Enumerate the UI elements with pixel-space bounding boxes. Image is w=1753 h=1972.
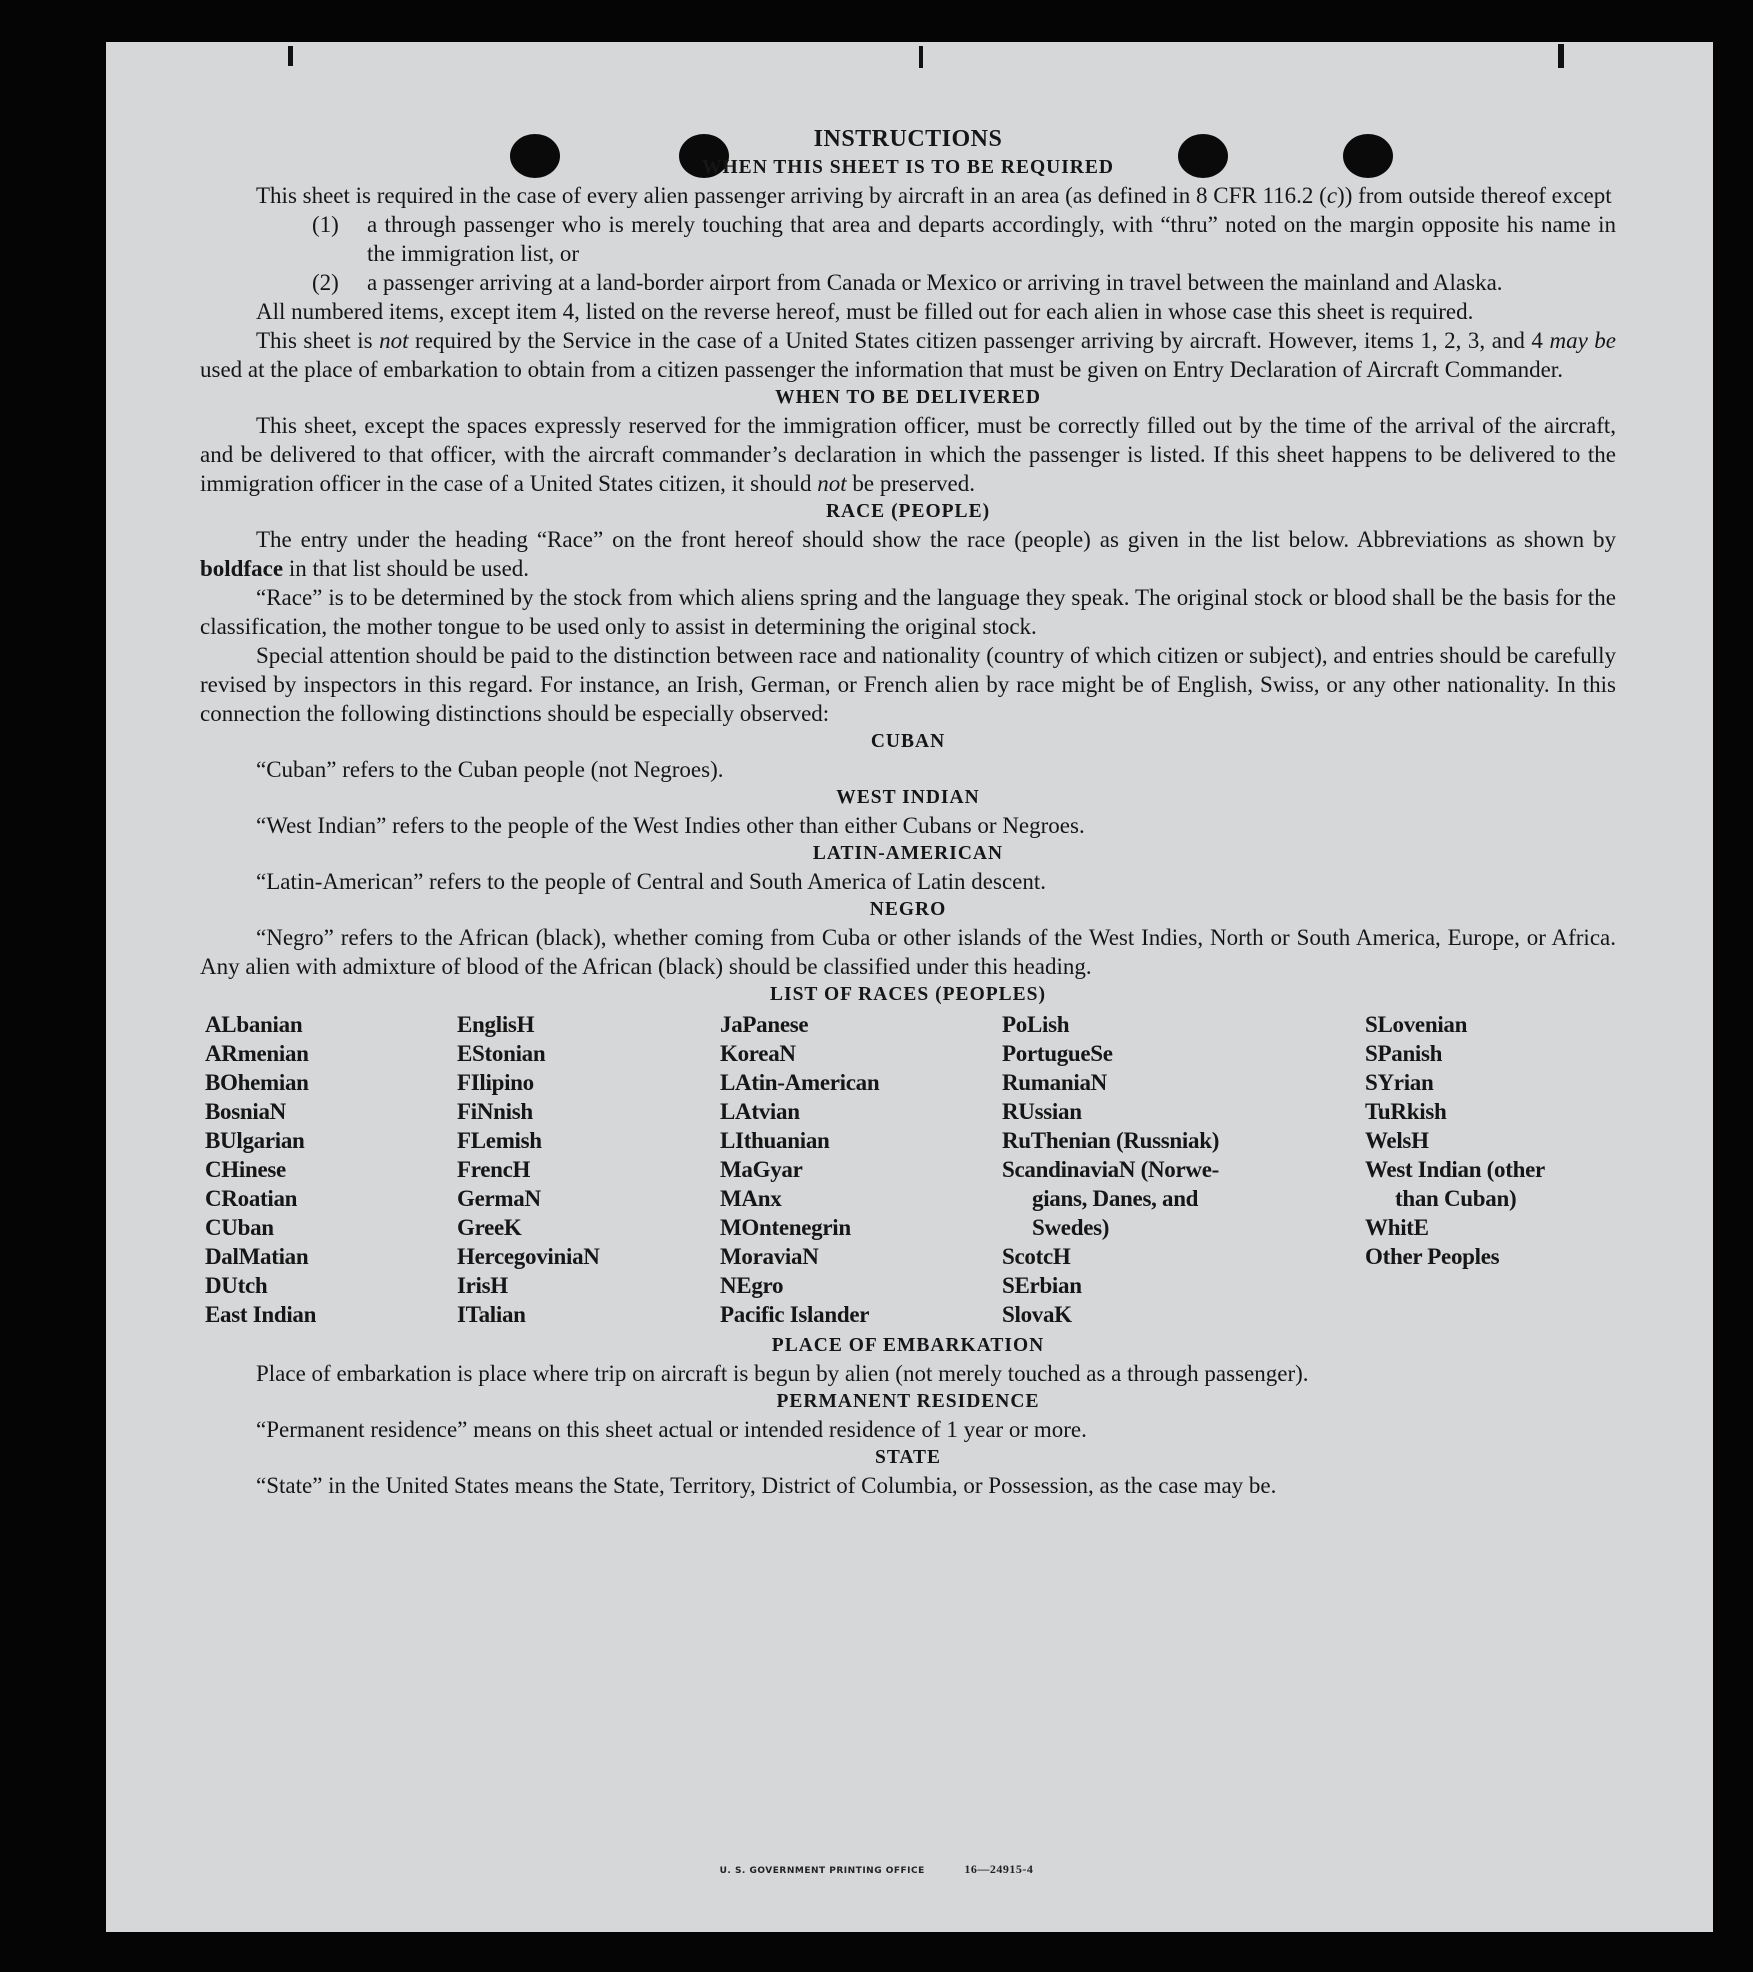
text-run: All numbered items, except item 4, listed on the reverse hereof, must be filled out for each alien in whose case this sheet is required.: [256, 299, 1474, 324]
race-entry: DUtch: [205, 1273, 268, 1298]
race-entry: Pacific Islander: [720, 1302, 870, 1327]
section-heading: NEGRO: [869, 899, 947, 920]
race-entry: CHinese: [205, 1157, 286, 1182]
section-heading: WHEN THIS SHEET IS TO BE REQUIRED: [702, 157, 1114, 178]
paragraph: [200, 755, 1616, 784]
race-entry: KoreaN: [720, 1041, 796, 1066]
race-entry: MAnx: [720, 1186, 782, 1211]
text-run: This sheet is required in the case of every alien passenger arriving by aircraft in an area (as defined in 8 CFR 116.2 (: [256, 183, 1327, 208]
instructions-body: [200, 124, 1616, 1500]
race-column: [1365, 1010, 1625, 1329]
race-entry: RumaniaN: [1002, 1070, 1107, 1095]
race-entry: SPanish: [1365, 1041, 1443, 1066]
race-entry: JaPanese: [720, 1012, 809, 1037]
race-entry: TuRkish: [1365, 1099, 1447, 1124]
text-run: )) from outside thereof except: [1337, 183, 1612, 208]
race-column: [457, 1010, 720, 1329]
text-run: a through passenger who is merely touching that area and departs accordingly, with “thru” noted on the margin opposite his name in the immigration list, or: [367, 212, 1616, 266]
race-entry: GreeK: [457, 1215, 522, 1240]
race-entry: LIthuanian: [720, 1128, 830, 1153]
race-entry: ALbanian: [205, 1012, 303, 1037]
race-entry: CRoatian: [205, 1186, 298, 1211]
text-run: “Negro” refers to the African (black), whether coming from Cuba or other islands of the West Indies, North or South America, Europe, or Africa. Any alien with admixture of blood of the African (black) should be classified under this heading.: [200, 925, 1616, 979]
paragraph: [200, 583, 1616, 641]
paragraph: [200, 1415, 1616, 1444]
race-entry: CUban: [205, 1215, 274, 1240]
race-entry: West Indian (other: [1365, 1157, 1545, 1182]
printer-imprint: [0, 1862, 1753, 1877]
race-entry: FrencH: [457, 1157, 531, 1182]
scan-mark: [919, 46, 923, 68]
race-entry: BosniaN: [205, 1099, 286, 1124]
sections-bottom: [200, 1332, 1616, 1500]
text-run: “State” in the United States means the State, Territory, District of Columbia, or Possession, as the case may be.: [256, 1473, 1277, 1498]
race-entry: RUssian: [1002, 1099, 1082, 1124]
italic-text: not: [379, 328, 409, 353]
paragraph: [200, 1471, 1616, 1500]
race-entry: MOntenegrin: [720, 1215, 851, 1240]
italic-text: c: [1326, 183, 1338, 208]
paragraph: [200, 326, 1616, 384]
text-run: This sheet is: [256, 328, 380, 353]
race-column: [1002, 1010, 1365, 1329]
text-run: a passenger arriving at a land-border airport from Canada or Mexico or arriving in travel between the mainland and Alaska.: [367, 270, 1503, 295]
paragraph: [200, 411, 1616, 498]
text-run: Place of embarkation is place where trip on aircraft is begun by alien (not merely touched as a through passenger).: [256, 1361, 1309, 1386]
paragraph: [200, 1359, 1616, 1388]
text-run: in that list should be used.: [283, 556, 530, 581]
section-heading: PERMANENT RESIDENCE: [776, 1391, 1040, 1412]
section-heading: STATE: [874, 1447, 942, 1468]
race-entry: EStonian: [457, 1041, 546, 1066]
section-heading: WHEN TO BE DELIVERED: [775, 387, 1041, 408]
race-entry: RuThenian (Russniak): [1002, 1128, 1220, 1153]
race-entry: BOhemian: [205, 1070, 309, 1095]
scan-mark: [1558, 44, 1564, 68]
text-run: required by the Service in the case of a United States citizen passenger arriving by aircraft. However, items 1, 2, 3, and 4: [408, 328, 1550, 353]
race-column: [720, 1010, 1002, 1329]
race-entry: HercegoviniaN: [457, 1244, 600, 1269]
race-entry: WelsH: [1365, 1128, 1429, 1153]
numbered-item: [312, 268, 1616, 297]
scan-mark: [288, 46, 293, 66]
race-entry: GermaN: [457, 1186, 541, 1211]
section-heading: PLACE OF EMBARKATION: [771, 1335, 1045, 1356]
sections-top: [200, 154, 1616, 981]
text-run: The entry under the heading “Race” on the front hereof should show the race (people) as given in the list below. Abbreviations as shown by: [256, 527, 1616, 552]
text-run: be preserved.: [846, 471, 975, 496]
item-text: [367, 210, 1616, 268]
form-code: 16—24915-4: [964, 1862, 1034, 1876]
paragraph: [200, 525, 1616, 583]
race-entry: FIlipino: [457, 1070, 534, 1095]
page-title: INSTRUCTIONS: [813, 126, 1003, 152]
race-entry: Other Peoples: [1365, 1244, 1500, 1269]
paragraph: [200, 297, 1616, 326]
race-column: [205, 1010, 457, 1329]
race-entry: MoraviaN: [720, 1244, 819, 1269]
race-entry: LAtin-American: [720, 1070, 880, 1095]
race-entry: East Indian: [205, 1302, 317, 1327]
race-entry: FLemish: [457, 1128, 542, 1153]
race-entry: WhitE: [1365, 1215, 1429, 1240]
printer-name: U. S. GOVERNMENT PRINTING OFFICE: [719, 1866, 925, 1876]
races-heading: LIST OF RACES (PEOPLES): [769, 984, 1046, 1005]
bold-text: boldface: [200, 556, 284, 581]
race-entry: SlovaK: [1002, 1302, 1072, 1327]
race-entry: LAtvian: [720, 1099, 800, 1124]
race-entry: DalMatian: [205, 1244, 309, 1269]
item-text: [367, 268, 1616, 297]
race-entry: SYrian: [1365, 1070, 1434, 1095]
race-entry: gians, Danes, and: [1032, 1186, 1199, 1211]
race-entry: ScandinaviaN (Norwe-: [1002, 1157, 1219, 1182]
race-entry: SErbian: [1002, 1273, 1082, 1298]
text-run: used at the place of embarkation to obtain from a citizen passenger the information that must be given on Entry Declaration of Aircraft Commander.: [200, 357, 1563, 382]
race-entry: ITalian: [457, 1302, 526, 1327]
section-heading: CUBAN: [870, 731, 946, 752]
text-run: “Cuban” refers to the Cuban people (not Negroes).: [256, 757, 724, 782]
race-entry: NEgro: [720, 1273, 784, 1298]
section-heading: WEST INDIAN: [836, 787, 980, 808]
race-entry: ScotcH: [1002, 1244, 1071, 1269]
paragraph: [200, 923, 1616, 981]
section-heading: LATIN-AMERICAN: [812, 843, 1004, 864]
item-number: (2): [312, 270, 339, 295]
race-entry: BUlgarian: [205, 1128, 305, 1153]
race-entry: EnglisH: [457, 1012, 535, 1037]
text-run: “Race” is to be determined by the stock from which aliens spring and the language they speak. The original stock or blood shall be the basis for the classification, the mother tongue to be used only to assist in determining the original stock.: [200, 585, 1616, 639]
race-entry: Swedes): [1032, 1215, 1110, 1240]
race-entry: than Cuban): [1395, 1186, 1517, 1211]
text-run: “West Indian” refers to the people of the West Indies other than either Cubans or Negroes.: [256, 813, 1085, 838]
race-entry: PoLish: [1002, 1012, 1070, 1037]
paragraph: [200, 811, 1616, 840]
race-list: [205, 1010, 1616, 1329]
item-number: (1): [312, 212, 339, 237]
text-run: This sheet, except the spaces expressly reserved for the immigration officer, must be correctly filled out by the time of the arrival of the aircraft, and be delivered to that officer, with the aircraft commander’s declaration in which the passenger is listed. If this sheet happens to be delivered to the immigration officer in the case of a United States citizen, it should: [200, 413, 1616, 496]
race-entry: FiNnish: [457, 1099, 533, 1124]
numbered-item: [312, 210, 1616, 268]
race-entry: MaGyar: [720, 1157, 803, 1182]
text-run: “Permanent residence” means on this sheet actual or intended residence of 1 year or more.: [256, 1417, 1087, 1442]
text-run: “Latin-American” refers to the people of Central and South America of Latin descent.: [256, 869, 1046, 894]
text-run: Special attention should be paid to the distinction between race and nationality (country of which citizen or subject), and entries should be carefully revised by inspectors in this regard. For instance, an Irish, German, or French alien by race might be of English, Swiss, or any other nationality. In this connection the following distinctions should be especially observed:: [200, 643, 1616, 726]
race-entry: SLovenian: [1365, 1012, 1468, 1037]
italic-text: may be: [1549, 328, 1617, 353]
race-entry: IrisH: [457, 1273, 508, 1298]
race-entry: PortugueSe: [1002, 1041, 1113, 1066]
section-heading: RACE (PEOPLE): [825, 501, 991, 522]
paragraph: [200, 867, 1616, 896]
paragraph: [200, 181, 1616, 210]
italic-text: not: [817, 471, 847, 496]
race-entry: ARmenian: [205, 1041, 309, 1066]
paragraph: [200, 641, 1616, 728]
